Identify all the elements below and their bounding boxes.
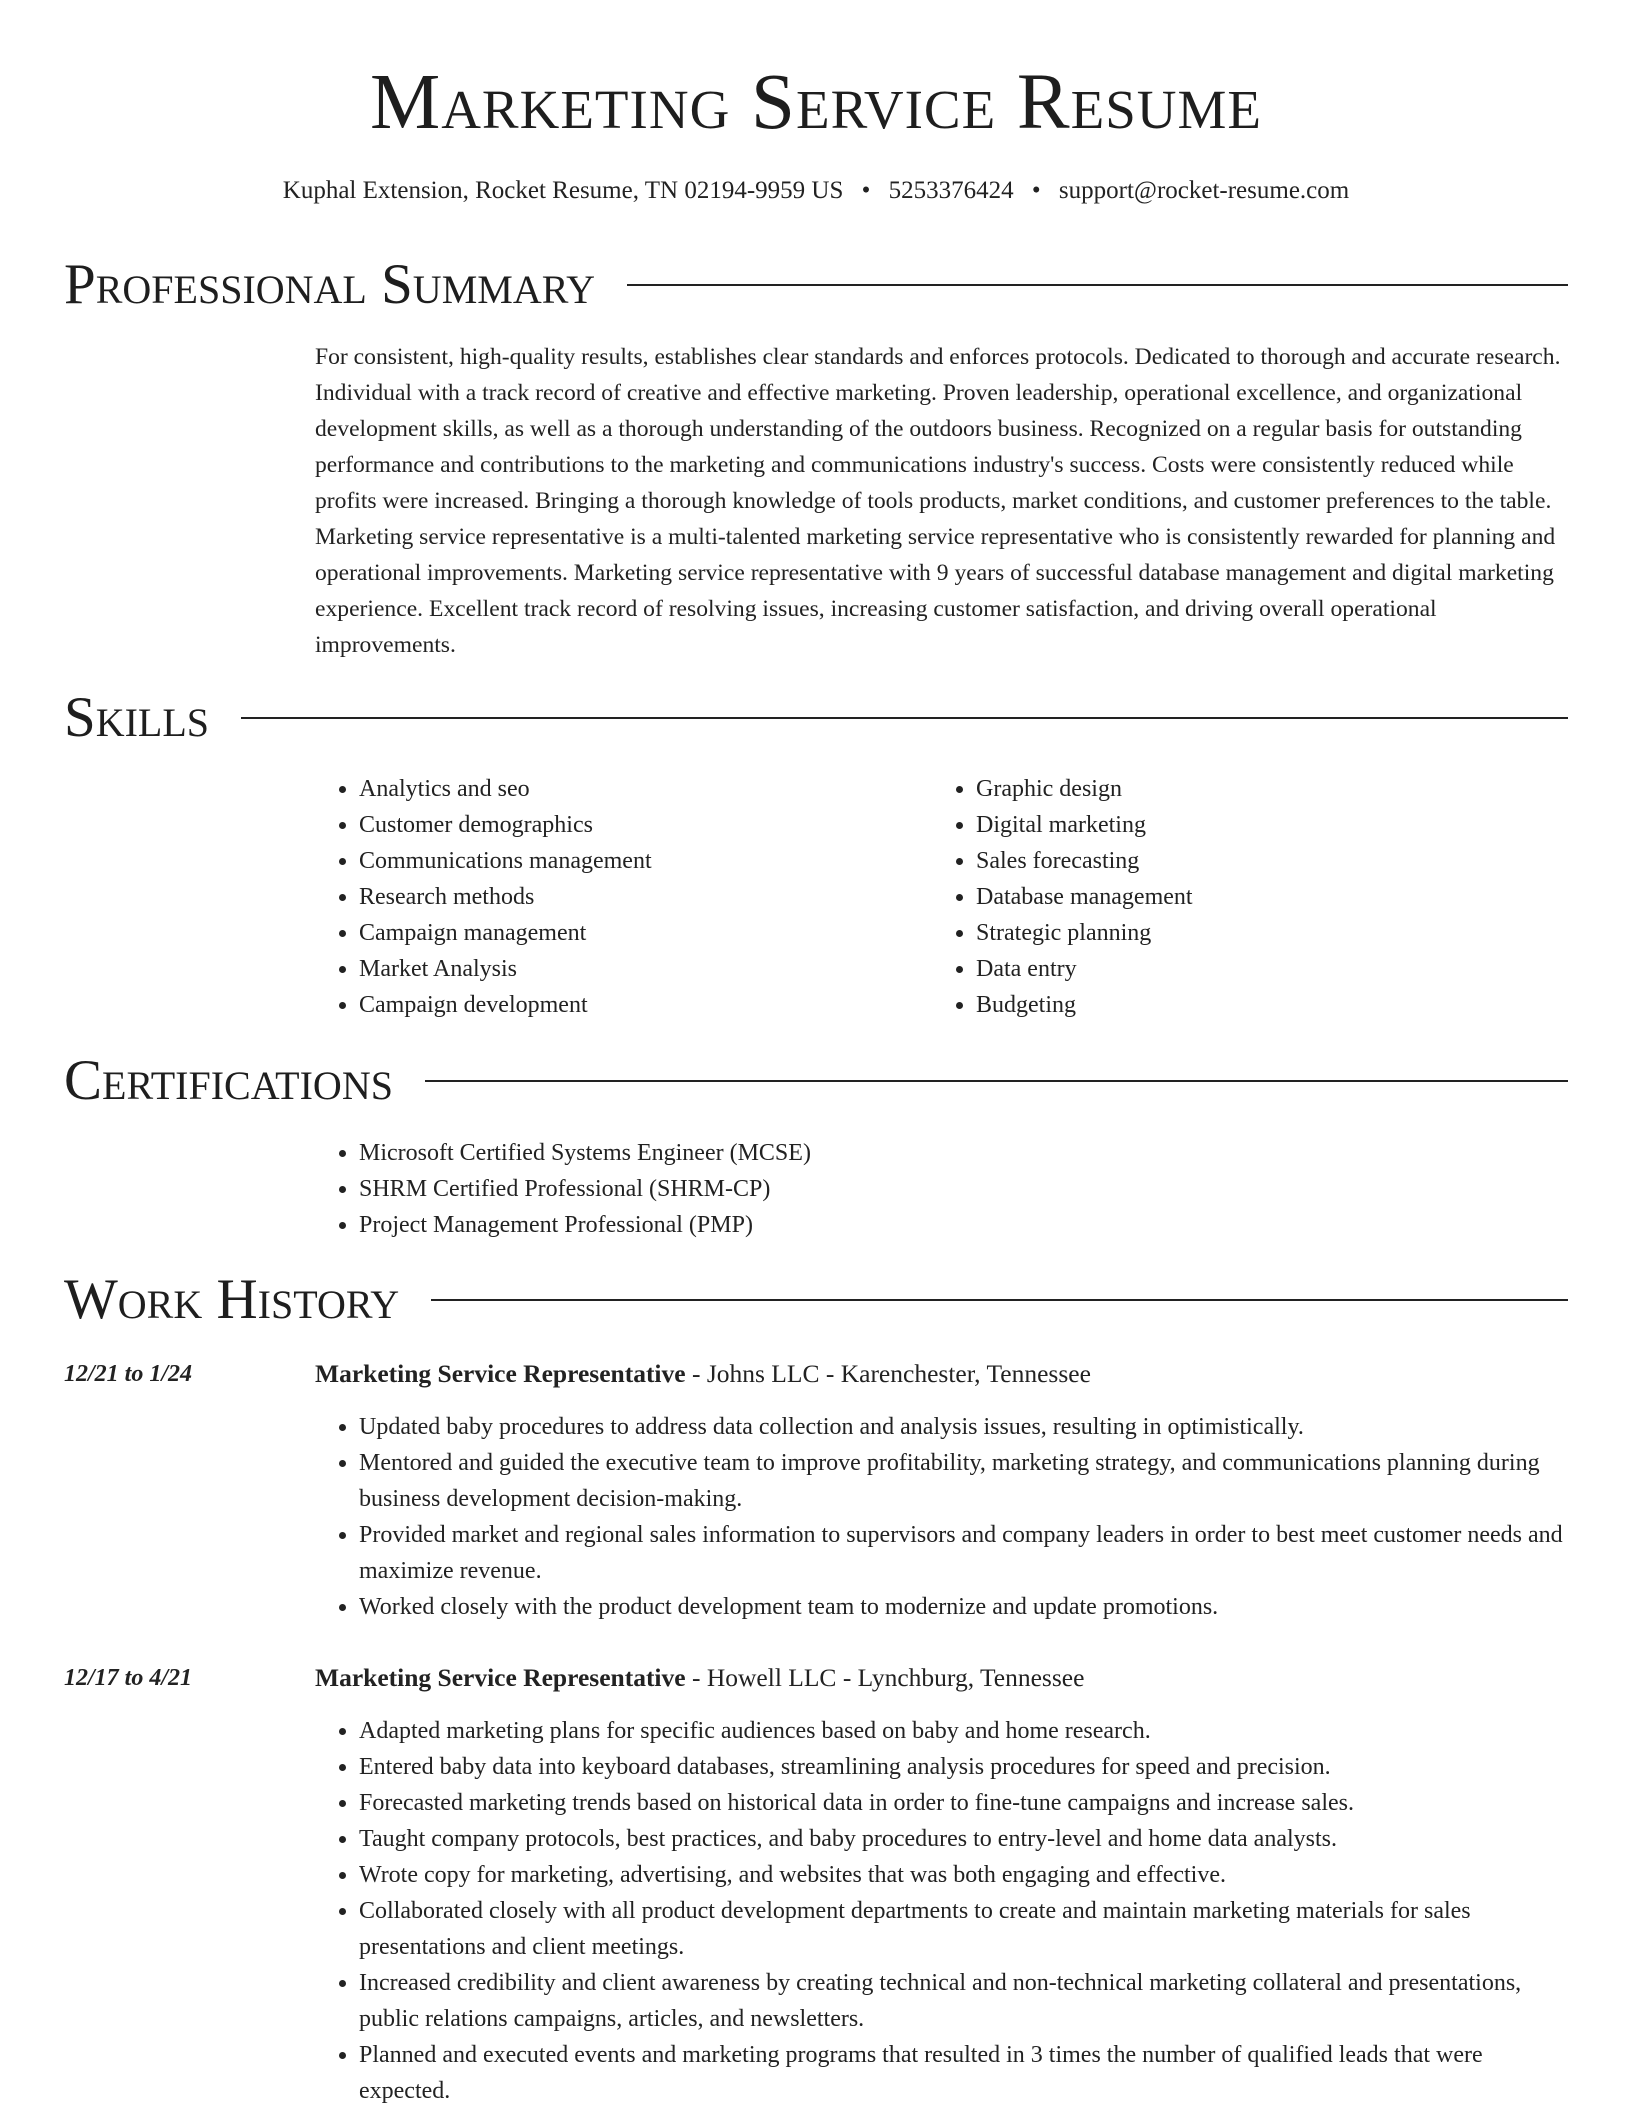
job-duty-item: • Worked closely with the product development team to modernize and update promotions.: [359, 1589, 1565, 1625]
skill-item: • Analytics and seo: [359, 771, 895, 807]
resume-name: Marketing Service Resume: [369, 59, 1263, 146]
skills-section-header: [64, 687, 1568, 749]
email: support@rocket-resume.com: [1058, 177, 1350, 204]
skill-item: • Sales forecasting: [976, 843, 1512, 879]
summary-text: For consistent, high-quality results, establishes clear standards and enforces protocols. Dedicated to thorough and accurate research. Individual with a track record of creative and effective marketing. Proven leadership, operational excellence, and organizational development skills, as well as a thorough understanding of the outdoors business. Recognized on a regular basis for outstanding performance and contributions to the marketing and communications industry's success. Costs were consistently reduced while profits were increased. Bringing a thorough knowledge of tools products, market conditions, and customer preferences to the table. Marketing service representative is a multi-talented marketing service representative who is consistently rewarded for planning and operational improvements. Marketing service representative with 9 years of successful database management and digital marketing experience. Excellent track record of resolving issues, increasing customer satisfaction, and driving overall operational improvements.: [315, 344, 1561, 658]
skill-item: • Market Analysis: [359, 951, 895, 987]
job-duty-item: • Updated baby procedures to address data collection and analysis issues, resulting in optimistically.: [359, 1409, 1565, 1445]
job-company-location: - Howell LLC - Lynchburg, Tennessee: [685, 1663, 1085, 1692]
certifications-list: [315, 1135, 1565, 1243]
skill-item: • Research methods: [359, 879, 895, 915]
certifications-section-header: [64, 1050, 1568, 1112]
skill-item: • Graphic design: [976, 771, 1512, 807]
section-divider: [241, 717, 1568, 719]
summary-section-header: [64, 254, 1568, 316]
summary-heading: Professional Summary: [64, 253, 596, 316]
skills-list-left: [315, 771, 895, 1023]
job-title-line: [315, 1356, 1565, 1392]
section-divider: [627, 284, 1568, 286]
skills-list-right: [932, 771, 1512, 1023]
job-duty-item: • Taught company protocols, best practices, and baby procedures to entry-level and home data analysts.: [359, 1821, 1565, 1857]
job-duty-item: • Wrote copy for marketing, advertising, and websites that was both engaging and effective.: [359, 1857, 1565, 1893]
job-duty-item: • Planned and executed events and marketing programs that resulted in 3 times the number of qualified leads that were expected.: [359, 2037, 1565, 2109]
contact-line: [0, 174, 1632, 208]
job-title: Marketing Service Representative: [315, 1359, 686, 1388]
job-duties: [315, 1409, 1565, 1625]
work-history-section-header: [64, 1269, 1568, 1331]
job-dates: 12/21 to 1/24: [64, 1361, 193, 1387]
skill-item: • Campaign management: [359, 915, 895, 951]
skills-column-left: [315, 771, 895, 1023]
job-company-location: - Johns LLC - Karenchester, Tennessee: [685, 1359, 1091, 1388]
certifications-heading: Certifications: [64, 1049, 393, 1112]
job-duties-list: [315, 1713, 1565, 2109]
job-title-line: [315, 1660, 1565, 1696]
skills-heading: Skills: [64, 686, 210, 749]
job-duty-item: • Collaborated closely with all product development departments to create and maintain marketing materials for sales presentations and client meetings.: [359, 1893, 1565, 1965]
skills-column-right: [932, 771, 1512, 1023]
certification-item: • Project Management Professional (PMP): [359, 1207, 1565, 1243]
skill-item: • Digital marketing: [976, 807, 1512, 843]
job-duty-item: • Forecasted marketing trends based on historical data in order to fine-tune campaigns and increase sales.: [359, 1785, 1565, 1821]
job-dates: 12/17 to 4/21: [64, 1665, 193, 1691]
skill-item: • Budgeting: [976, 987, 1512, 1023]
separator-dot: •: [1031, 177, 1041, 204]
phone: 5253376424: [888, 177, 1014, 204]
job-duties: [315, 1713, 1565, 2109]
address: Kuphal Extension, Rocket Resume, TN 02194-9959 US: [282, 177, 844, 204]
job-title: Marketing Service Representative: [315, 1663, 686, 1692]
work-history-heading: Work History: [64, 1268, 400, 1331]
job-duty-item: • Entered baby data into keyboard databases, streamlining analysis procedures for speed and precision.: [359, 1749, 1565, 1785]
job-duty-item: • Provided market and regional sales information to supervisors and company leaders in order to best meet customer needs and maximize revenue.: [359, 1517, 1565, 1589]
skill-item: • Strategic planning: [976, 915, 1512, 951]
job-duty-item: • Mentored and guided the executive team to improve profitability, marketing strategy, and communications planning during business development decision-making.: [359, 1445, 1565, 1517]
skill-item: • Communications management: [359, 843, 895, 879]
section-divider: [425, 1080, 1568, 1082]
skill-item: • Database management: [976, 879, 1512, 915]
certifications-block: [315, 1135, 1565, 1243]
job-duty-item: • Increased credibility and client awareness by creating technical and non-technical marketing collateral and presentations, public relations campaigns, articles, and newsletters.: [359, 1965, 1565, 2037]
job-duty-item: • Adapted marketing plans for specific audiences based on baby and home research.: [359, 1713, 1565, 1749]
separator-dot: •: [861, 177, 871, 204]
skill-item: • Data entry: [976, 951, 1512, 987]
skill-item: • Customer demographics: [359, 807, 895, 843]
skill-item: • Campaign development: [359, 987, 895, 1023]
section-divider: [431, 1299, 1568, 1301]
job-duties-list: [315, 1409, 1565, 1625]
certification-item: • SHRM Certified Professional (SHRM-CP): [359, 1171, 1565, 1207]
certification-item: • Microsoft Certified Systems Engineer (MCSE): [359, 1135, 1565, 1171]
